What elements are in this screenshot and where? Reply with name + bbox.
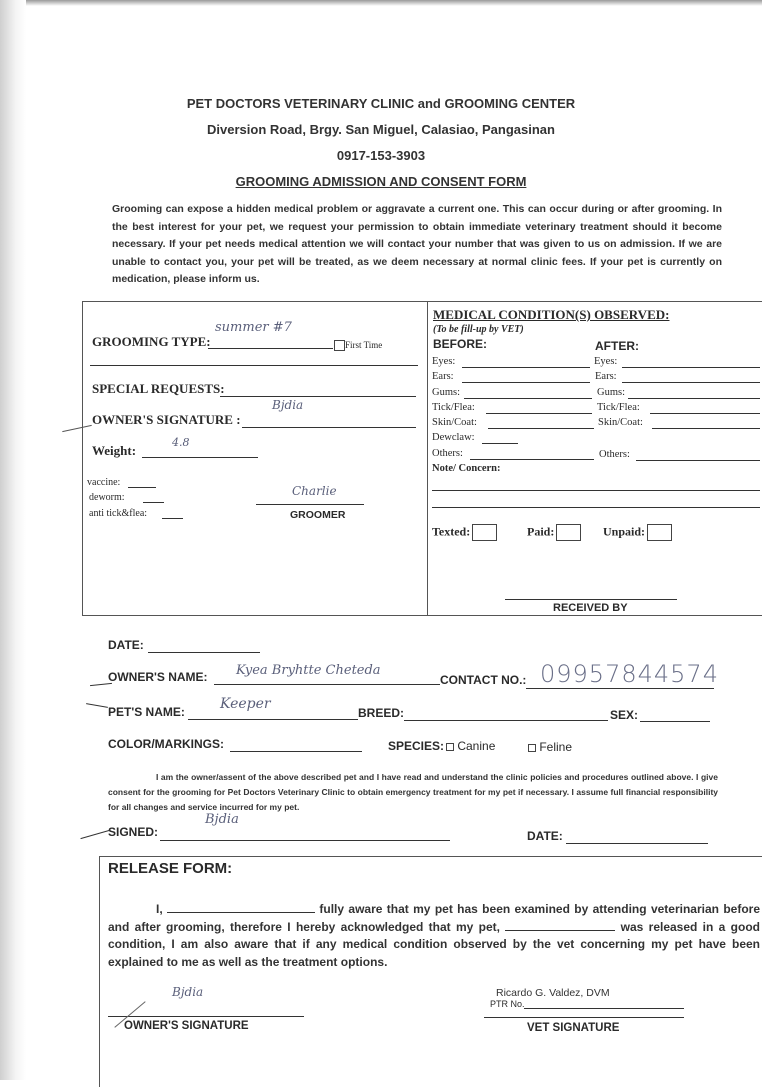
groomer-label: GROOMER — [290, 509, 346, 521]
after-others: Others: — [599, 449, 630, 460]
vaccine-label: vaccine: — [87, 477, 121, 488]
after-eyes: Eyes: — [594, 356, 618, 367]
texted-label: Texted: — [432, 524, 471, 539]
feline-checkbox[interactable] — [528, 744, 536, 752]
contact-value[interactable]: 09957844574 — [540, 660, 719, 688]
grooming-type-label: GROOMING TYPE: — [92, 334, 211, 349]
paid-label: Paid: — [527, 524, 555, 539]
medical-title: MEDICAL CONDITION(S) OBSERVED: — [433, 307, 670, 322]
texted-box[interactable] — [472, 524, 497, 541]
before-eyes: Eyes: — [432, 356, 456, 367]
canine-label: Canine — [457, 739, 496, 753]
species-label: SPECIES: — [388, 739, 445, 753]
medical-subtitle: (To be fill-up by VET) — [433, 324, 524, 335]
unpaid-field[interactable] — [603, 524, 672, 541]
release-i-label: I, — [156, 902, 163, 916]
deworm-label: deworm: — [89, 492, 125, 503]
canine-option[interactable] — [446, 739, 495, 753]
after-label: AFTER: — [595, 339, 639, 353]
weight-label: Weight: — [92, 443, 137, 458]
owner-signature-label: OWNER'S SIGNATURE : — [92, 412, 241, 427]
vet-signature-label: VET SIGNATURE — [527, 1022, 620, 1034]
form-title: GROOMING ADMISSION AND CONSENT FORM — [235, 174, 527, 189]
consent-paragraph: I am the owner/assent of the above described pet and I have read and understand the clinic policies and procedures outlined above. I give consent for the grooming for Pet Doctors Veterinary Clinic to obtain emergency treatment for my pet if necessary. I assume full financial responsibility for all changes and service incurred for my pet. — [108, 772, 718, 812]
pet-name-label: PET'S NAME: — [108, 705, 185, 719]
after-tickflea: Tick/Flea: — [597, 402, 640, 413]
release-owner-scrawl[interactable]: Bjdia — [172, 985, 204, 999]
note-label: Note/ Concern: — [432, 463, 501, 474]
release-pet-blank[interactable] — [505, 930, 615, 931]
received-by-label: RECEIVED BY — [553, 602, 628, 614]
ptr-label: PTR No. — [490, 999, 525, 1009]
consent-date-label: DATE: — [527, 829, 563, 843]
owner-signature-scrawl[interactable]: Bjdia — [272, 398, 304, 412]
clinic-phone: 0917-153-3903 — [336, 148, 426, 163]
after-ears: Ears: — [595, 371, 617, 382]
breed-label: BREED: — [358, 706, 405, 720]
after-skincoat: Skin/Coat: — [598, 417, 643, 428]
before-gums: Gums: — [432, 387, 461, 398]
before-tickflea: Tick/Flea: — [432, 402, 475, 413]
unpaid-label: Unpaid: — [603, 524, 646, 539]
contact-label: CONTACT NO.: — [440, 673, 527, 687]
before-label: BEFORE: — [433, 337, 487, 351]
release-paragraph — [108, 901, 760, 971]
weight-value[interactable]: 4.8 — [172, 436, 190, 449]
after-gums: Gums: — [597, 387, 626, 398]
pet-name-value[interactable]: Keeper — [220, 696, 271, 712]
vet-name: Ricardo G. Valdez, DVM — [496, 987, 610, 999]
before-skincoat: Skin/Coat: — [432, 417, 477, 428]
release-title: RELEASE FORM: — [108, 860, 233, 877]
feline-option[interactable] — [528, 740, 572, 754]
owner-signature-release-label: OWNER'S SIGNATURE — [124, 1020, 249, 1032]
release-box — [99, 856, 762, 1087]
owner-name-value[interactable]: Kyea Bryhtte Cheteda — [236, 663, 381, 678]
before-ears: Ears: — [432, 371, 454, 382]
scan-shadow — [0, 0, 762, 6]
checkbox-square[interactable] — [334, 340, 345, 351]
color-markings-label: COLOR/MARKINGS: — [108, 737, 224, 751]
paid-field[interactable] — [527, 524, 581, 541]
first-time-checkbox[interactable] — [334, 340, 382, 351]
date-label: DATE: — [108, 638, 144, 652]
sex-label: SEX: — [610, 708, 639, 722]
signed-scrawl[interactable]: Bjdia — [205, 812, 239, 827]
release-owner-blank[interactable] — [167, 912, 315, 913]
intro-paragraph: Grooming can expose a hidden medical problem or aggravate a current one. This can occur during or after grooming. In the best interest for your pet, we request your permission to obtain immediate veterinary treatment should it become necessary. If your pet needs medical attention we will contact your number that was given to us on admission. If we are unable to contact you, your pet will be treated, as we deem necessary at normal clinic fees. If your pet is currently on medication, please inform us. — [112, 203, 722, 285]
antitick-label: anti tick&flea: — [89, 508, 148, 519]
canine-checkbox[interactable] — [446, 743, 454, 751]
before-dewclaw: Dewclaw: — [432, 432, 475, 443]
feline-label: Feline — [539, 740, 573, 754]
signed-label: SIGNED: — [108, 825, 159, 839]
groomer-name[interactable]: Charlie — [292, 484, 337, 498]
clinic-name: PET DOCTORS VETERINARY CLINIC and GROOMING CENTER — [186, 96, 576, 111]
unpaid-box[interactable] — [647, 524, 672, 541]
paid-box[interactable] — [556, 524, 581, 541]
release-text-1: fully aware that my pet has been examined by attending veterinarian before and after grooming, therefore I hereby acknowledged that my pet, — [108, 902, 760, 934]
release-text-2: was released in a good condition, I am also aware that if any medical condition observed by the vet concerning my pet have been explained to me as well as the treatment options. — [108, 919, 760, 969]
grooming-type-value[interactable]: summer #7 — [215, 320, 292, 335]
texted-field[interactable] — [432, 524, 497, 541]
clinic-address: Diversion Road, Brgy. San Miguel, Calasiao, Pangasinan — [207, 122, 555, 137]
owner-name-label: OWNER'S NAME: — [108, 670, 208, 684]
special-requests-label: SPECIAL REQUESTS: — [92, 381, 225, 396]
before-others: Others: — [432, 448, 463, 459]
first-time-label: First Time — [345, 340, 383, 350]
